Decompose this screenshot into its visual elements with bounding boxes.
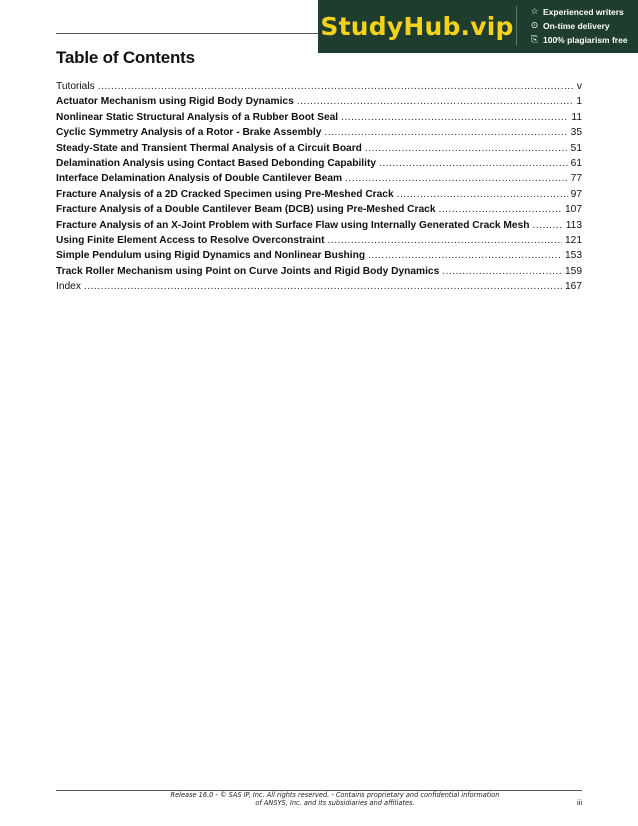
toc-entry-title[interactable]: Fracture Analysis of a Double Cantilever Beam (DCB) using Pre-Meshed Crack (56, 204, 436, 216)
toc-entry-page[interactable]: 167 (565, 281, 582, 293)
toc-entry-page[interactable]: 51 (570, 142, 582, 154)
toc-entry-title[interactable]: Actuator Mechanism using Rigid Body Dynamics (56, 96, 294, 108)
toc-entry-page[interactable]: 35 (570, 127, 582, 139)
toc-entry-page[interactable]: 153 (565, 250, 582, 262)
toc-entry-title[interactable]: Simple Pendulum using Rigid Dynamics and Nonlinear Bushing (56, 250, 366, 262)
dot-leader (297, 94, 574, 109)
toc-entry[interactable] (56, 79, 582, 94)
toc-entry-title[interactable]: Fracture Analysis of an X-Joint Problem with Surface Flaw using Internally Generated Crack Mesh (56, 219, 530, 231)
toc-entry-page[interactable]: 113 (565, 219, 582, 231)
dot-leader (532, 218, 562, 233)
dot-leader (442, 264, 562, 279)
star-icon: ☆ (530, 6, 539, 16)
toc-entry-title[interactable]: Using Finite Element Access to Resolve Overconstraint (56, 234, 325, 246)
toc-entry[interactable] (56, 218, 582, 233)
studyhub-banner[interactable] (318, 0, 638, 53)
toc-entry-title[interactable]: Cyclic Symmetry Analysis of a Rotor - Brake Assembly (56, 127, 322, 139)
dot-leader (84, 279, 562, 294)
toc-entry-page[interactable]: 121 (565, 234, 582, 246)
feature-item (529, 6, 638, 17)
dot-leader (379, 156, 568, 171)
toc-entry-title[interactable]: Track Roller Mechanism using Point on Curve Joints and Rigid Body Dynamics (56, 265, 440, 277)
toc-entry-page[interactable]: v (576, 81, 582, 92)
toc-entry[interactable] (56, 233, 582, 248)
toc-entry-page[interactable]: 61 (570, 157, 582, 169)
dot-leader (368, 248, 562, 263)
dot-leader (324, 125, 567, 140)
dot-leader (439, 202, 563, 217)
header-rule (56, 33, 318, 34)
dot-leader (341, 110, 568, 125)
toc-entry[interactable] (56, 125, 582, 140)
table-of-contents (56, 79, 582, 294)
toc-entry-title[interactable]: Interface Delamination Analysis of Double Cantilever Beam (56, 173, 343, 185)
toc-entry-page[interactable]: 107 (565, 204, 582, 216)
dot-leader (365, 141, 568, 156)
toc-entry[interactable] (56, 156, 582, 171)
toc-entry-title[interactable]: Tutorials (56, 81, 95, 92)
toc-entry-title[interactable]: Delamination Analysis using Contact Based Debonding Capability (56, 157, 377, 169)
toc-entry[interactable] (56, 94, 582, 109)
page-title: Table of Contents (56, 48, 195, 67)
dot-leader (345, 171, 568, 186)
toc-entry[interactable] (56, 248, 582, 263)
dot-leader (328, 233, 562, 248)
feature-label: On-time delivery (543, 20, 610, 31)
feature-label: Experienced writers (543, 6, 624, 17)
toc-entry[interactable] (56, 171, 582, 186)
feature-item (529, 34, 638, 45)
dot-leader (98, 79, 574, 94)
copyright-line: of ANSYS, Inc. and its subsidiaries and affiliates. (255, 799, 415, 807)
document-check-icon: ⎘ (530, 34, 539, 44)
feature-list (517, 0, 638, 53)
clock-icon: ⊙ (530, 20, 539, 30)
toc-entry-page[interactable]: 97 (570, 188, 582, 200)
toc-entry-title[interactable]: Fracture Analysis of a 2D Cracked Specimen using Pre-Meshed Crack (56, 188, 394, 200)
toc-entry-page[interactable]: 159 (565, 265, 582, 277)
toc-entry[interactable] (56, 110, 582, 125)
toc-entry-page[interactable]: 77 (570, 173, 582, 185)
feature-label: 100% plagiarism free (543, 34, 628, 45)
feature-item (529, 20, 638, 31)
dot-leader (397, 187, 568, 202)
copyright-line: Release 16.0 - © SAS IP, Inc. All rights reserved. - Contains proprietary and confidential information (170, 791, 500, 799)
toc-entry[interactable] (56, 141, 582, 156)
toc-entry-title[interactable]: Nonlinear Static Structural Analysis of a Rubber Boot Seal (56, 111, 339, 123)
copyright-notice (140, 791, 530, 807)
page-number: iii (577, 798, 582, 807)
toc-entry-title[interactable]: Index (56, 281, 81, 293)
brand-logo: StudyHub.vip (320, 12, 514, 41)
toc-entry[interactable] (56, 202, 582, 217)
toc-entry[interactable] (56, 187, 582, 202)
toc-entry[interactable] (56, 279, 582, 294)
toc-entry-page[interactable]: 1 (576, 96, 582, 108)
toc-entry[interactable] (56, 264, 582, 279)
toc-entry-page[interactable]: 11 (571, 111, 582, 123)
toc-entry-title[interactable]: Steady-State and Transient Thermal Analysis of a Circuit Board (56, 142, 362, 154)
